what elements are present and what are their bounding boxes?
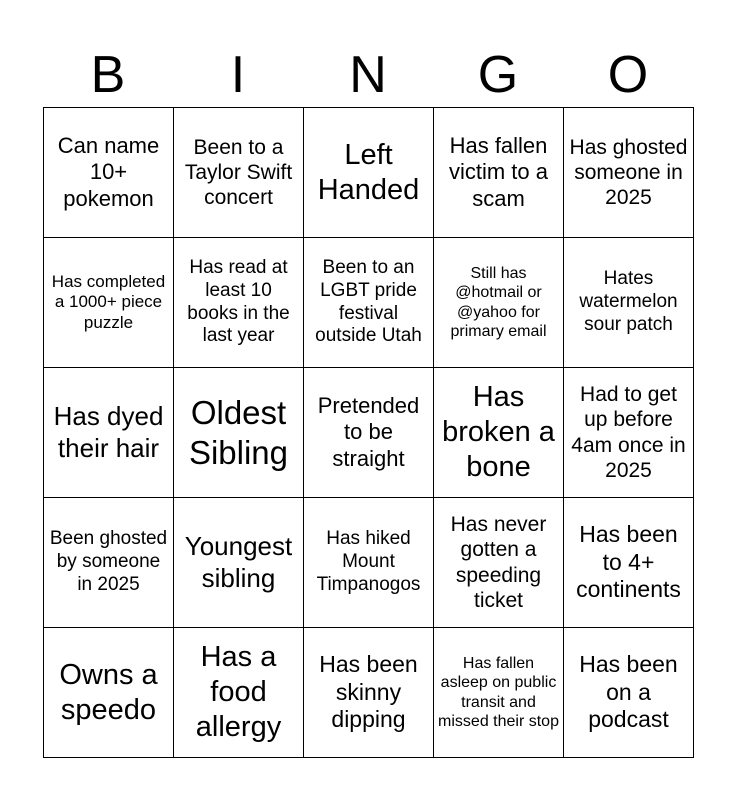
bingo-cell-r2c5[interactable]: Hates watermelon sour patch (564, 238, 694, 368)
bingo-cell-r3c4[interactable]: Has broken a bone (434, 368, 564, 498)
bingo-cell-r5c5[interactable]: Has been on a podcast (564, 628, 694, 758)
bingo-cell-r1c1[interactable]: Can name 10+ pokemon (44, 108, 174, 238)
bingo-row-3 (44, 368, 694, 498)
header-letter-g: G (477, 46, 519, 104)
bingo-cell-r1c5[interactable]: Has ghosted someone in 2025 (564, 108, 694, 238)
bingo-cell-r3c1[interactable]: Has dyed their hair (44, 368, 174, 498)
bingo-row-4 (44, 498, 694, 628)
bingo-cell-r4c4[interactable]: Has never gotten a speeding ticket (434, 498, 564, 628)
bingo-cell-r2c4[interactable]: Still has @hotmail or @yahoo for primary email (434, 238, 564, 368)
bingo-card (43, 107, 694, 758)
bingo-cell-r4c3[interactable]: Has hiked Mount Timpanogos (304, 498, 434, 628)
bingo-row-1 (44, 108, 694, 238)
bingo-cell-r3c3[interactable]: Pretended to be straight (304, 368, 434, 498)
header-letter-i: I (230, 46, 246, 104)
bingo-cell-r1c3[interactable]: Left Handed (304, 108, 434, 238)
bingo-cell-r4c5[interactable]: Has been to 4+ continents (564, 498, 694, 628)
bingo-cell-r2c1[interactable]: Has completed a 1000+ piece puzzle (44, 238, 174, 368)
bingo-cell-r1c2[interactable]: Been to a Taylor Swift concert (174, 108, 304, 238)
bingo-cell-r5c4[interactable]: Has fallen asleep on public transit and missed their stop (434, 628, 564, 758)
bingo-cell-r2c3[interactable]: Been to an LGBT pride festival outside Utah (304, 238, 434, 368)
bingo-cell-r4c2[interactable]: Youngest sibling (174, 498, 304, 628)
bingo-cell-r5c3[interactable]: Has been skinny dipping (304, 628, 434, 758)
bingo-cell-r3c2[interactable]: Oldest Sibling (174, 368, 304, 498)
bingo-cell-r3c5[interactable]: Had to get up before 4am once in 2025 (564, 368, 694, 498)
bingo-header (43, 42, 693, 108)
bingo-row-2 (44, 238, 694, 368)
header-letter-b: B (90, 46, 126, 104)
bingo-row-5 (44, 628, 694, 758)
bingo-cell-r2c2[interactable]: Has read at least 10 books in the last year (174, 238, 304, 368)
bingo-cell-r1c4[interactable]: Has fallen victim to a scam (434, 108, 564, 238)
bingo-cell-r5c1[interactable]: Owns a speedo (44, 628, 174, 758)
header-letter-o: O (607, 46, 649, 104)
bingo-cell-r4c1[interactable]: Been ghosted by someone in 2025 (44, 498, 174, 628)
header-letter-n: N (349, 46, 387, 104)
bingo-cell-r5c2[interactable]: Has a food allergy (174, 628, 304, 758)
